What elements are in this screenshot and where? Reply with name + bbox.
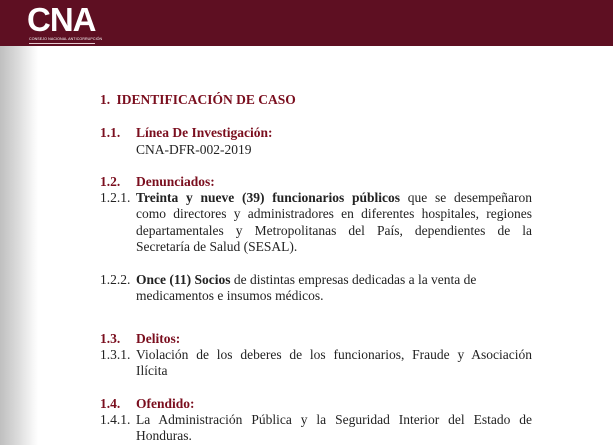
item-1-2-1-line-2: como directores y administradores en diferentes hospitales, regiones — [136, 206, 532, 222]
subsection-1-1-title: Línea De Investigación: — [136, 125, 273, 140]
item-1-3-1-line-1: Violación de los deberes de los funcionarios, Fraude y Asociación — [136, 347, 532, 362]
page-margin-shadow — [0, 46, 38, 445]
subsection-1-3-number: 1.3. — [100, 331, 121, 346]
subsection-1-2-title: Denunciados: — [136, 174, 215, 189]
header-bar — [0, 0, 613, 46]
logo-subtitle: CONSEJO NACIONAL ANTICORRUPCIÓN — [29, 37, 103, 41]
investigation-line-value: CNA-DFR-002-2019 — [136, 142, 252, 157]
item-1-4-1-number: 1.4.1. — [100, 412, 131, 427]
item-1-2-1-bold: Treinta y nueve (39) funcionarios públicos — [136, 190, 401, 205]
item-1-2-2-text — [136, 272, 532, 305]
item-1-2-1-line-1-rest: que se desempeñaron — [400, 190, 532, 205]
subsection-1-2-number: 1.2. — [100, 174, 121, 189]
section-title: IDENTIFICACIÓN DE CASO — [116, 92, 296, 107]
item-1-2-1-number: 1.2.1. — [100, 190, 131, 205]
item-1-2-1-line-3: departamentales y Metropolitanas del País, dependientes de la — [136, 222, 532, 238]
item-1-2-2-number: 1.2.2. — [100, 272, 131, 287]
item-1-4-1-text — [136, 412, 532, 445]
item-1-2-1-line-4: Secretaría de Salud (SESAL). — [136, 239, 298, 255]
subsection-1-3-title: Delitos: — [136, 331, 181, 346]
subsection-1-1-number: 1.1. — [100, 125, 121, 140]
item-1-2-2-bold: Once (11) Socios — [136, 272, 231, 287]
item-1-2-1-line-1 — [136, 190, 532, 206]
item-1-2-2-line-1-rest: de distintas empresas dedicadas a la venta de — [230, 272, 477, 287]
subsection-1-4-number: 1.4. — [100, 396, 121, 411]
item-1-2-2-line-1 — [136, 272, 532, 288]
item-1-3-1-text — [136, 347, 532, 380]
logo-text: CNA — [27, 1, 96, 38]
item-1-4-1-line-2: Honduras. — [136, 428, 192, 444]
item-1-2-1-text — [136, 190, 532, 256]
section-heading — [100, 92, 296, 108]
item-1-3-1-number: 1.3.1. — [100, 347, 131, 362]
subsection-1-4-title: Ofendido: — [136, 396, 195, 411]
item-1-4-1-line-1: La Administración Pública y la Seguridad Interior del Estado de — [136, 412, 532, 427]
item-1-3-1-line-2: Ilícita — [136, 363, 168, 379]
section-number: 1. — [100, 92, 111, 107]
logo-rule — [29, 43, 95, 44]
item-1-2-2-line-2: medicamentos e insumos médicos. — [136, 288, 324, 304]
cna-logo — [27, 1, 103, 44]
